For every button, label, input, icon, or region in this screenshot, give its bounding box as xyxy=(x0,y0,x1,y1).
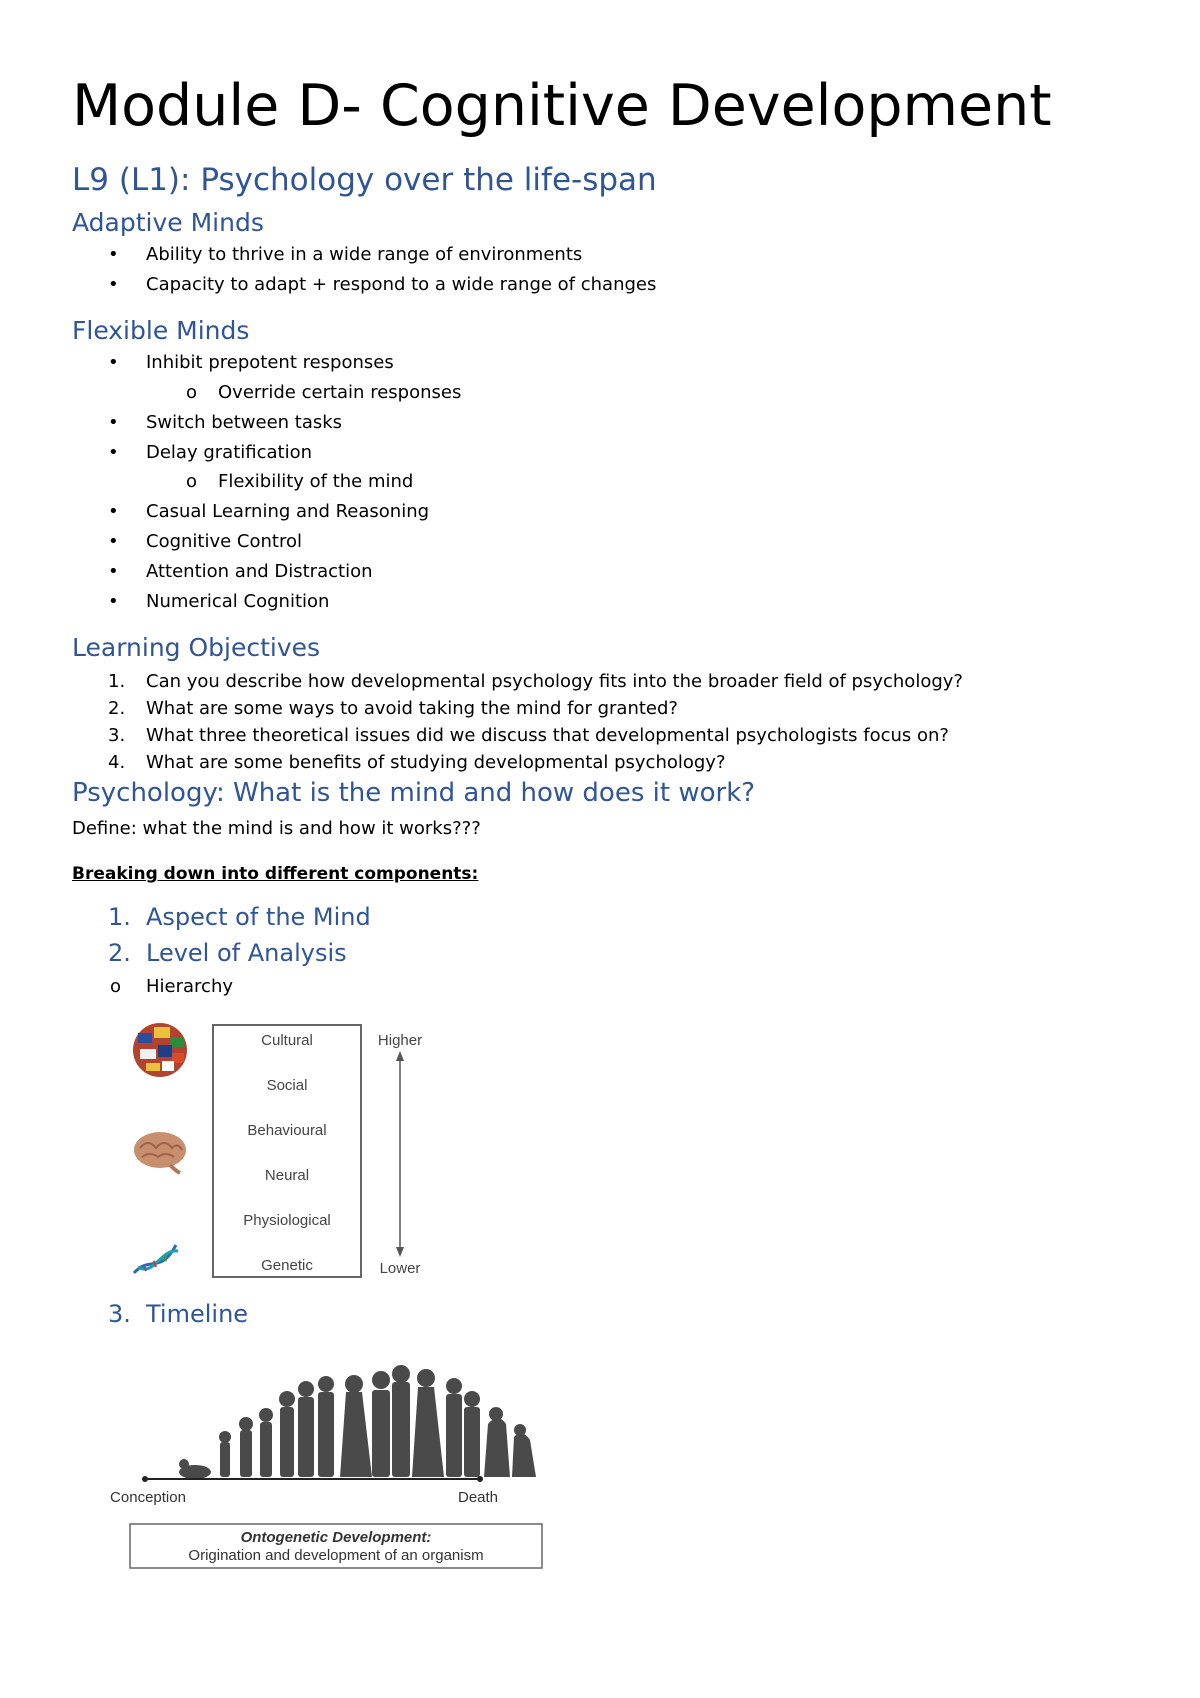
timeline-end-marker xyxy=(477,1476,483,1482)
arrow-up-icon xyxy=(396,1051,404,1061)
sub-bullet-icon: o xyxy=(186,382,198,403)
list-item: Hierarchy xyxy=(146,976,234,997)
hierarchy-box xyxy=(213,1025,361,1277)
bullet-icon: • xyxy=(108,412,119,433)
component-aspect: Aspect of the Mind xyxy=(146,903,371,931)
list-item: What three theoretical issues did we discuss that developmental psychologists focus on? xyxy=(146,725,949,746)
death-label: Death xyxy=(457,1489,499,1506)
level-label: Neural xyxy=(264,1167,310,1184)
sub-bullet-icon: o xyxy=(186,471,198,492)
list-number: 4. xyxy=(108,752,126,773)
list-item: Switch between tasks xyxy=(146,412,343,433)
level-label: Social xyxy=(266,1077,308,1094)
bullet-icon: • xyxy=(108,274,119,295)
ontogenetic-title: Ontogenetic Development: xyxy=(240,1529,432,1546)
hierarchy-figure xyxy=(120,1005,440,1305)
list-number: 2. xyxy=(108,698,126,719)
bullet-icon: • xyxy=(108,561,119,582)
list-item: Capacity to adapt + respond to a wide range of changes xyxy=(146,274,657,295)
bullet-icon: • xyxy=(108,244,119,265)
list-item: Override certain responses xyxy=(218,382,462,403)
list-number: 1. xyxy=(108,903,131,931)
list-item: Cognitive Control xyxy=(146,531,302,552)
list-number: 1. xyxy=(108,671,126,692)
document-title: Module D- Cognitive Development xyxy=(72,73,1052,139)
level-label: Cultural xyxy=(261,1032,313,1049)
brain-icon xyxy=(134,1132,186,1173)
bullet-icon: • xyxy=(108,442,119,463)
arrow-down-icon xyxy=(396,1247,404,1257)
bullet-icon: • xyxy=(108,591,119,612)
conception-label: Conception xyxy=(110,1489,186,1506)
learning-objectives-heading: Learning Objectives xyxy=(72,633,321,662)
life-silhouettes-icon xyxy=(179,1365,536,1479)
level-label: Behavioural xyxy=(247,1122,327,1139)
component-level: Level of Analysis xyxy=(146,939,347,967)
list-item: Ability to thrive in a wide range of environments xyxy=(146,244,583,265)
list-number: 2. xyxy=(108,939,131,967)
breaking-down-label: Breaking down into different components: xyxy=(72,864,479,884)
list-number: 3. xyxy=(108,725,126,746)
list-number: 3. xyxy=(108,1300,131,1328)
timeline-figure xyxy=(100,1352,590,1582)
sub-bullet-icon: o xyxy=(110,976,122,997)
list-item: Attention and Distraction xyxy=(146,561,373,582)
define-text: Define: what the mind is and how it works??? xyxy=(72,818,481,839)
higher-label: Higher xyxy=(377,1032,423,1049)
list-item: Inhibit prepotent responses xyxy=(146,352,394,373)
list-item: What are some ways to avoid taking the mind for granted? xyxy=(146,698,678,719)
level-label: Physiological xyxy=(243,1212,331,1229)
list-item: Can you describe how developmental psychology fits into the broader field of psychology? xyxy=(146,671,963,692)
timeline-start-marker xyxy=(142,1476,148,1482)
dna-icon xyxy=(134,1245,178,1273)
component-timeline: Timeline xyxy=(146,1300,249,1328)
bullet-icon: • xyxy=(108,352,119,373)
flexible-minds-heading: Flexible Minds xyxy=(72,316,250,345)
adaptive-minds-heading: Adaptive Minds xyxy=(72,208,264,237)
level-label: Genetic xyxy=(261,1257,313,1274)
list-item: Casual Learning and Reasoning xyxy=(146,501,430,522)
psychology-heading: Psychology: What is the mind and how does it work? xyxy=(72,778,756,808)
bullet-icon: • xyxy=(108,531,119,552)
list-item: Delay gratification xyxy=(146,442,312,463)
lecture-heading: L9 (L1): Psychology over the life-span xyxy=(72,162,657,198)
list-item: Flexibility of the mind xyxy=(218,471,414,492)
bullet-icon: • xyxy=(108,501,119,522)
list-item: What are some benefits of studying developmental psychology? xyxy=(146,752,726,773)
ontogenetic-subtitle: Origination and development of an organism xyxy=(188,1547,484,1564)
list-item: Numerical Cognition xyxy=(146,591,330,612)
lower-label: Lower xyxy=(379,1260,421,1277)
globe-icon xyxy=(133,1023,187,1077)
